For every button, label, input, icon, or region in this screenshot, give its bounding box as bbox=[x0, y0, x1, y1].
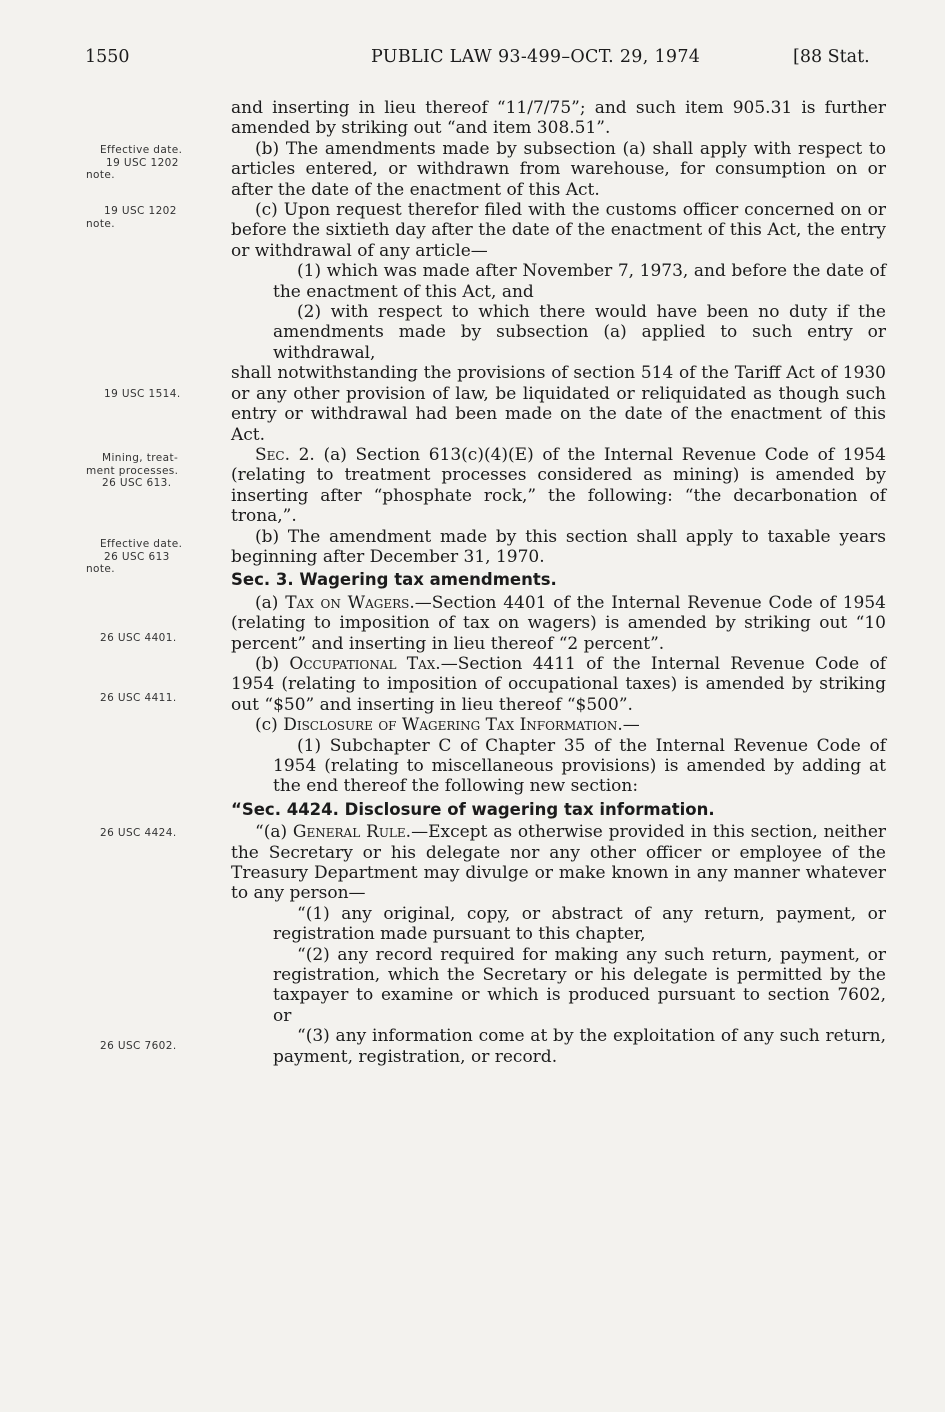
section-3-heading: Sec. 3. Wagering tax amendments. bbox=[231, 570, 557, 590]
paragraph-4424-a-2: “(2) any record required for making any such return, payment, or registration, which the Secretary or his delegate is permitted by the taxpayer to examine or which is produced pursuant to section 7602, or bbox=[273, 944, 886, 1026]
paragraph-section-2a: Sec. 2. (a) Section 613(c)(4)(E) of the Internal Revenue Code of 1954 (relating to treatment processes considered as mining) is amended by inserting after “phosphate rock,” the following: “the decarbonation of trona,”. bbox=[231, 444, 886, 527]
margin-note-26-usc-7602: 26 USC 7602. bbox=[100, 1040, 177, 1052]
paragraph-section-3a: (a) Tax on Wagers.—Section 4401 of the Internal Revenue Code of 1954 (relating to imposition of tax on wagers) is amended by striking out “10 percent” and inserting in lieu thereof “2 percent”. bbox=[231, 592, 886, 654]
margin-note-26-usc-4401: 26 USC 4401. bbox=[100, 632, 177, 644]
subsection-heading: Occupational Tax. bbox=[289, 653, 441, 674]
statute-body bbox=[231, 98, 886, 1067]
margin-note-effective-date-1202: Effective date. 19 USC 1202 note. bbox=[86, 144, 183, 181]
paragraph-subsection-c: (c) Upon request therefor filed with the customs officer concerned on or before the sixtieth day after the date of the enactment of this Act, the entry or withdrawal of any article— bbox=[231, 200, 886, 261]
subsection-heading: General Rule. bbox=[292, 822, 412, 843]
margin-note-26-usc-4424: 26 USC 4424. bbox=[100, 827, 177, 839]
statute-reference: [88 Stat. bbox=[793, 47, 870, 67]
subsection-heading: Disclosure of Wagering Tax Information. bbox=[283, 715, 623, 736]
section-4424-heading: “Sec. 4424. Disclosure of wagering tax information. bbox=[231, 799, 715, 819]
paragraph-c-2: (2) with respect to which there would have been no duty if the amendments made by subsection (a) applied to such entry or withdrawal, bbox=[273, 302, 886, 363]
paragraph-section-3c-1: (1) Subchapter C of Chapter 35 of the Internal Revenue Code of 1954 (relating to miscellaneous provisions) is amended by adding at the end thereof the following new section: bbox=[273, 735, 886, 797]
margin-note-mining: Mining, treat- ment processes. 26 USC 613. bbox=[86, 452, 179, 489]
paragraph-4424-a: “(a) General Rule.—Except as otherwise provided in this section, neither the Secretary or his delegate nor any other officer or employee of the Treasury Department may divulge or make known in any manner whatever to any person— bbox=[231, 822, 887, 904]
paragraph-section-3b: (b) Occupational Tax.—Section 4411 of the Internal Revenue Code of 1954 (relating to imposition of occupational taxes) is amended by striking out “$50” and inserting in lieu thereof “$500”. bbox=[231, 653, 886, 715]
margin-note-26-usc-4411: 26 USC 4411. bbox=[100, 692, 177, 704]
subsection-heading: Tax on Wagers. bbox=[285, 592, 415, 613]
paragraph-4424-a-1: “(1) any original, copy, or abstract of any return, payment, or registration made pursuant to this chapter, bbox=[273, 903, 886, 945]
paragraph-c-1: (1) which was made after November 7, 1973, and before the date of the enactment of this Act, and bbox=[273, 261, 886, 302]
paragraph-liquidation: shall notwithstanding the provisions of section 514 of the Tariff Act of 1930 or any other provision of law, be liquidated or reliquidated as though such entry or withdrawal had been made on the date of the enactment of this Act. bbox=[231, 363, 886, 445]
page-number: 1550 bbox=[85, 47, 130, 67]
paragraph-subsection-b: (b) The amendments made by subsection (a) shall apply with respect to articles entered, or withdrawn from warehouse, for consumption on or after the date of the enactment of this Act. bbox=[231, 138, 886, 200]
paragraph-4424-a-3: “(3) any information come at by the exploitation of any such return, payment, registration, or record. bbox=[273, 1026, 886, 1067]
paragraph-continuation: and inserting in lieu thereof “11/7/75”; and such item 905.31 is further amended by striking out “and item 308.51”. bbox=[231, 98, 886, 139]
section-2-label: Sec. 2. bbox=[255, 444, 315, 465]
running-header bbox=[0, 47, 945, 71]
margin-note-19-usc-1514: 19 USC 1514. bbox=[104, 388, 181, 400]
paragraph-section-3c: (c) Disclosure of Wagering Tax Information.— bbox=[255, 715, 640, 736]
paragraph-section-2b: (b) The amendment made by this section shall apply to taxable years beginning after December 31, 1970. bbox=[231, 526, 886, 567]
margin-note-19-usc-1202: 19 USC 1202 note. bbox=[86, 205, 177, 230]
header-title: PUBLIC LAW 93-499–OCT. 29, 1974 bbox=[371, 47, 701, 67]
margin-note-effective-date-613: Effective date. 26 USC 613 note. bbox=[86, 538, 183, 575]
